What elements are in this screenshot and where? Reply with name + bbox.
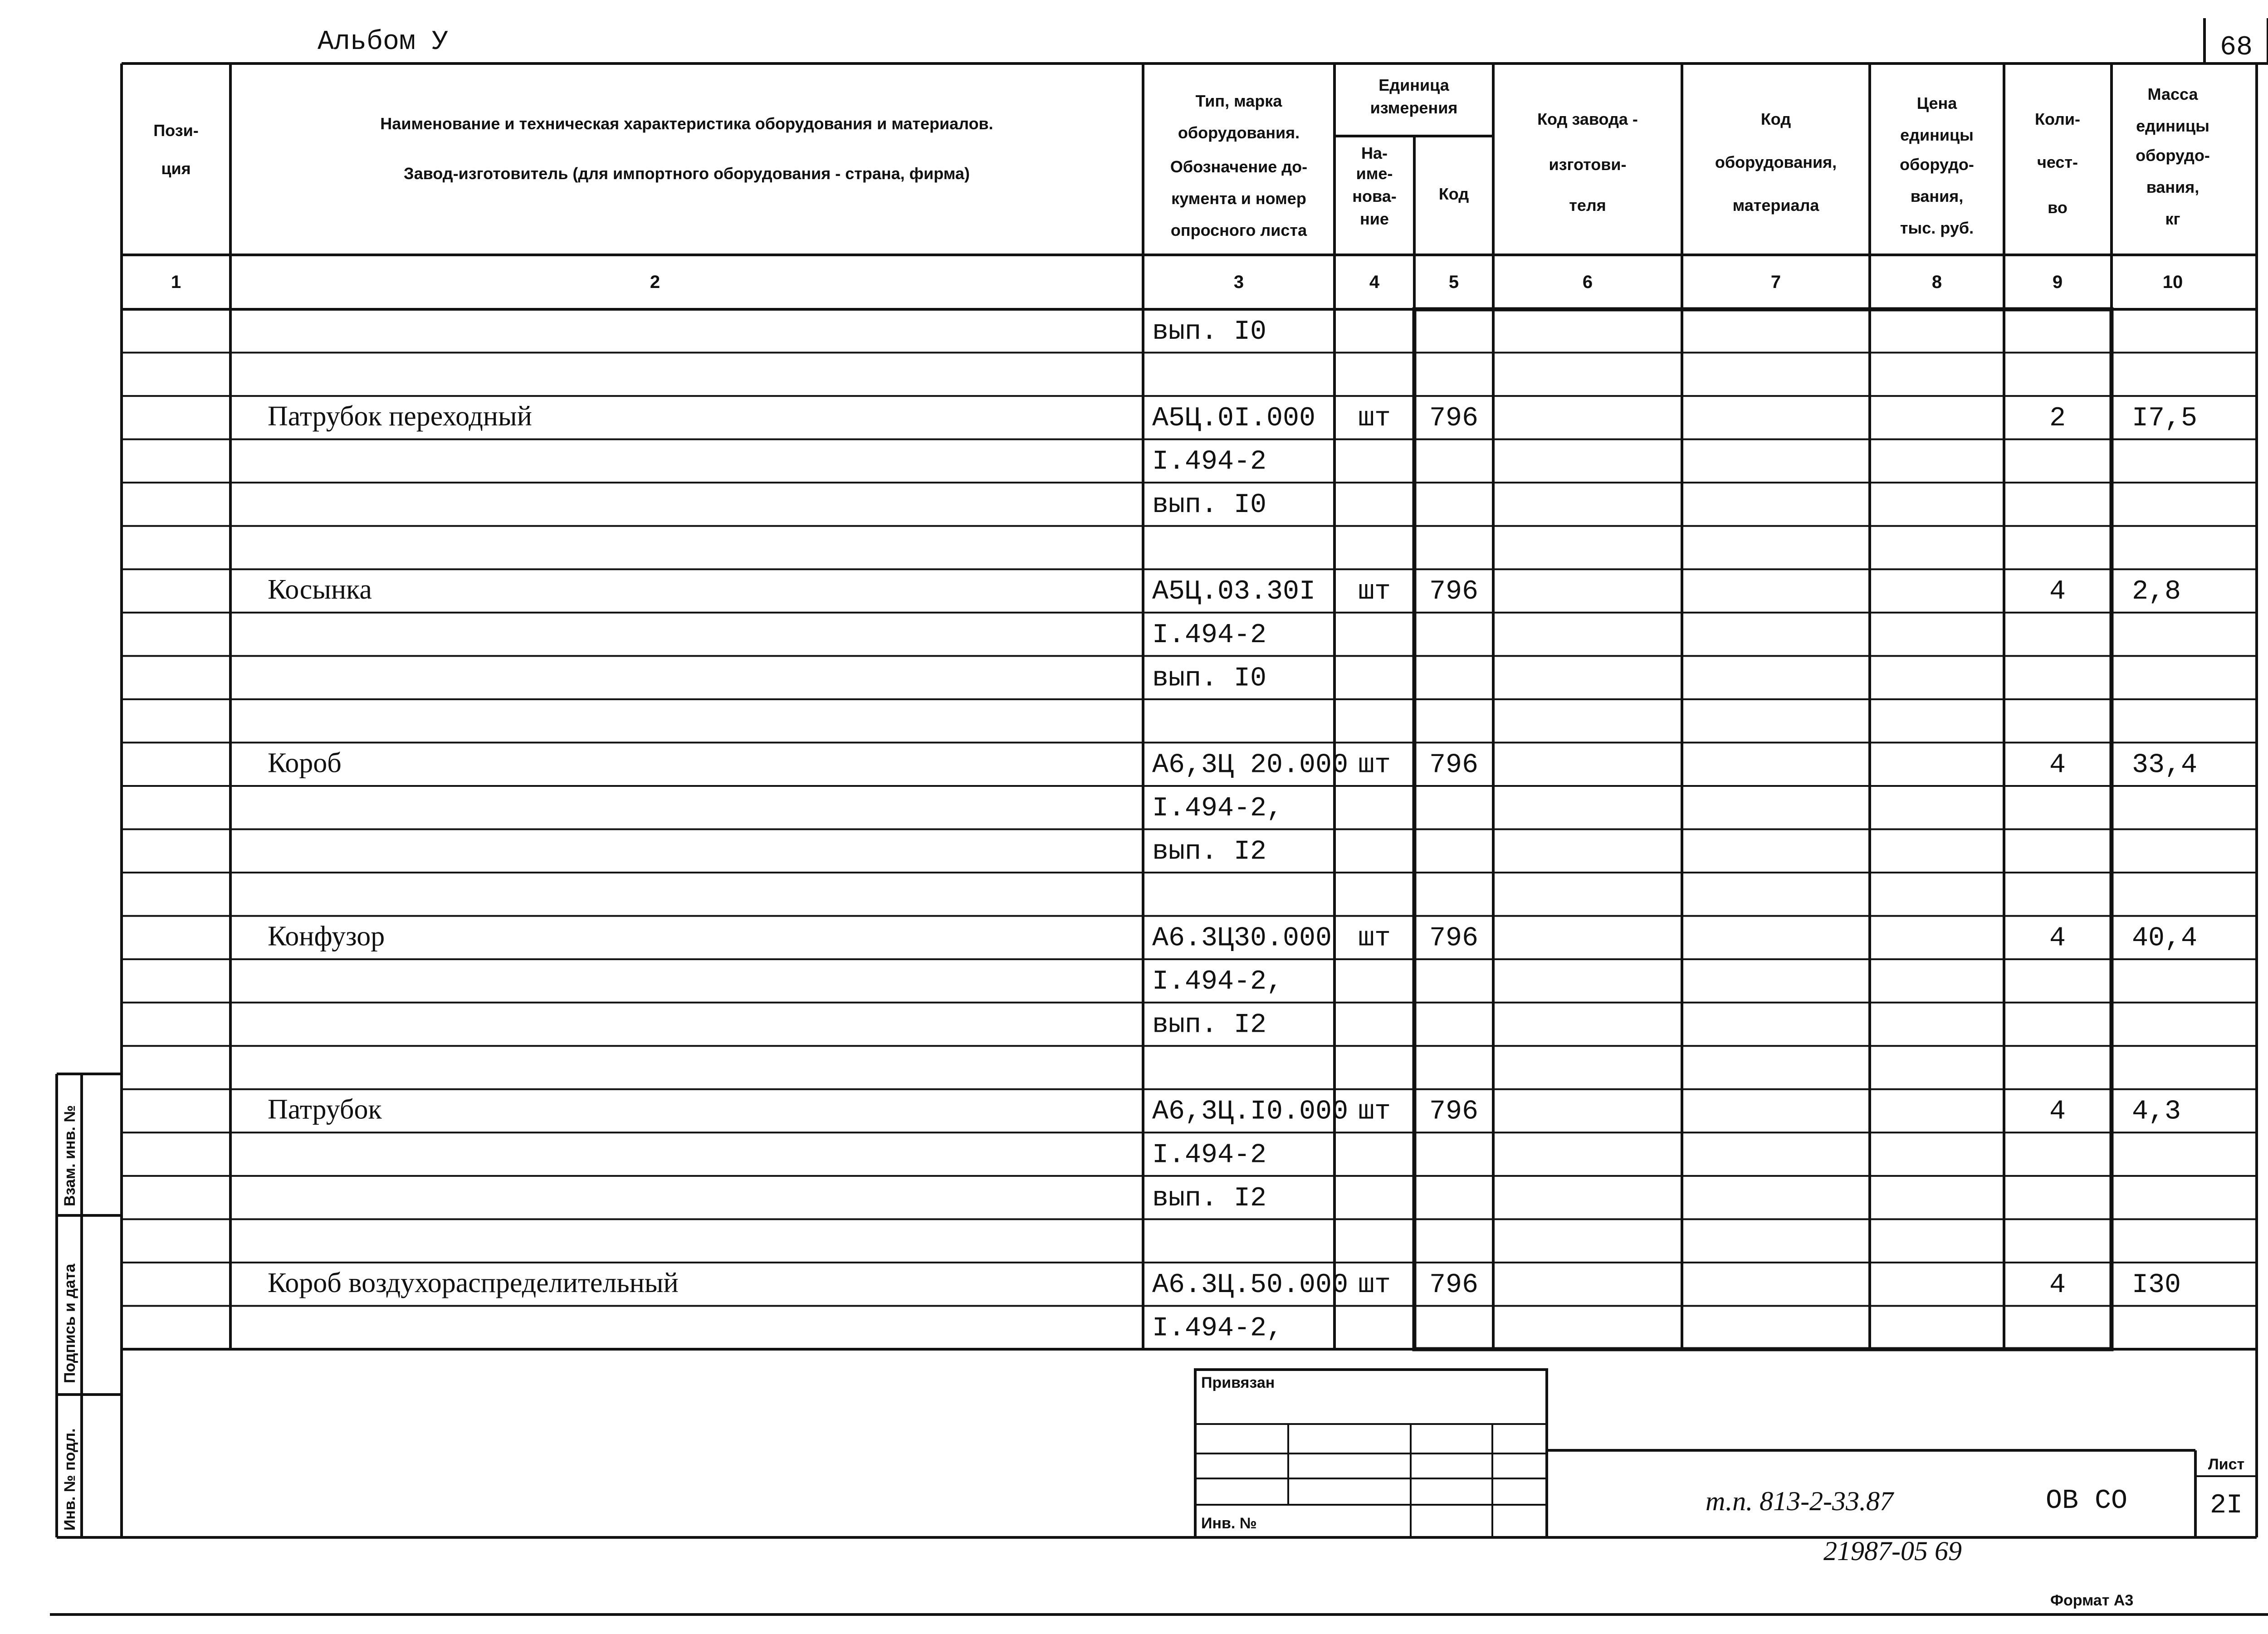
col7-header-line1: Код	[1760, 110, 1791, 128]
table-row	[268, 1094, 2181, 1127]
archive-number: 21987-05 69	[1823, 1536, 1962, 1566]
cell-code: 796	[1429, 923, 1479, 954]
col6-header-line1: Код завода -	[1537, 110, 1638, 128]
format-label: Формат А3	[2050, 1592, 2134, 1609]
col3-header-line2: оборудования.	[1178, 123, 1300, 142]
column-numbers-row	[171, 272, 2183, 292]
side-label-signature-date: Подпись и дата	[61, 1263, 78, 1383]
cell-type: I.494-2,	[1152, 1313, 1283, 1344]
cell-qty: 4	[2049, 750, 2066, 781]
col6-header-line3: теля	[1569, 196, 1606, 215]
col-number-6: 6	[1582, 272, 1593, 292]
side-stamp	[57, 1074, 122, 1537]
table-row	[1152, 317, 1266, 347]
cell-qty: 2	[2049, 403, 2066, 434]
cell-type: вып. I2	[1152, 1183, 1267, 1214]
privyazan-label: Привязан	[1201, 1374, 1275, 1391]
cell-mass: 33,4	[2132, 750, 2198, 781]
cell-name: Короб воздухораспределительный	[268, 1267, 679, 1298]
cell-name: Патрубок	[268, 1094, 382, 1125]
cell-type: вып. I2	[1152, 836, 1267, 868]
table-row	[1152, 793, 1283, 824]
col-number-9: 9	[2052, 272, 2063, 292]
cell-unit: шт	[1358, 576, 1391, 608]
cell-type: А6.3Ц30.000	[1152, 923, 1332, 954]
sheet-mark: ОВ СО	[2046, 1486, 2128, 1517]
page-number: 68	[2219, 32, 2253, 63]
table-row	[1152, 1183, 1266, 1214]
cell-code: 796	[1429, 576, 1479, 608]
col3-header-line1: Тип, марка	[1195, 92, 1282, 110]
table-row	[268, 1268, 2181, 1301]
cell-code: 796	[1429, 1269, 1479, 1301]
cell-unit: шт	[1358, 1096, 1391, 1127]
cell-name: Косынка	[268, 574, 372, 605]
col9-header-line2: чест-	[2037, 153, 2078, 171]
col1-header-line2: ция	[161, 159, 191, 178]
col4-header-line3: нова-	[1352, 187, 1397, 205]
cell-unit: шт	[1358, 403, 1391, 434]
col-number-4: 4	[1369, 272, 1380, 292]
cell-type: I.494-2,	[1152, 966, 1283, 998]
col6-header-line2: изготови-	[1549, 155, 1627, 174]
table-row	[268, 921, 2197, 954]
col10-header-line5: кг	[2165, 210, 2180, 228]
table-row	[1152, 1140, 1266, 1171]
col3-header-line3: Обозначение до-	[1170, 157, 1308, 176]
col-number-5: 5	[1448, 272, 1459, 292]
col-number-10: 10	[2162, 272, 2183, 292]
cell-qty: 4	[2049, 923, 2066, 954]
col9-header-line3: во	[2048, 198, 2068, 217]
side-label-replace-inv: Взам. инв. №	[61, 1105, 78, 1206]
cell-type: I.494-2	[1152, 619, 1267, 651]
cell-type: вып. I0	[1152, 316, 1267, 347]
col1-header-line1: Пози-	[153, 121, 199, 140]
col3-header-line4: кумента и номер	[1171, 189, 1306, 208]
table-row	[1152, 447, 1266, 478]
col8-header-line1: Цена	[1916, 94, 1957, 112]
col4-header-line4: ние	[1360, 210, 1389, 228]
col7-header-line3: материала	[1732, 196, 1819, 215]
cell-code: 796	[1429, 403, 1479, 434]
album-title: Альбом У	[318, 27, 449, 58]
col3-header-line5: опросного листа	[1170, 221, 1307, 239]
cell-code: 796	[1429, 1096, 1479, 1127]
col4-header-line1: На-	[1361, 144, 1388, 162]
cell-mass: I30	[2132, 1269, 2181, 1301]
unit-header-line2: измерения	[1370, 98, 1458, 117]
cell-unit: шт	[1358, 750, 1391, 781]
table-row	[268, 574, 2181, 607]
inv-label: Инв. №	[1201, 1515, 1257, 1532]
cell-mass: 40,4	[2132, 923, 2198, 954]
cell-type: А6,3Ц 20.000	[1152, 750, 1349, 781]
table-row	[1152, 966, 1283, 997]
table-row	[1152, 620, 1266, 651]
cell-mass: I7,5	[2132, 403, 2198, 434]
cell-type: А5Ц.03.30I	[1152, 576, 1316, 608]
cell-name: Конфузор	[268, 921, 385, 952]
unit-header-line1: Единица	[1378, 76, 1449, 94]
col-number-8: 8	[1931, 272, 1942, 292]
col10-header-line3: оборудо-	[2136, 146, 2210, 165]
table-row	[1152, 1010, 1266, 1041]
cell-name: Короб	[268, 747, 342, 779]
col10-header-line2: единицы	[2136, 117, 2209, 135]
cell-type: вып. I0	[1152, 490, 1267, 521]
col8-header-line4: вания,	[1910, 187, 1964, 205]
table-row	[1152, 663, 1266, 694]
cell-type: вып. I2	[1152, 1010, 1267, 1041]
col7-header-line2: оборудования,	[1715, 153, 1837, 171]
table-row	[268, 401, 2197, 434]
col4-header-line2: име-	[1356, 164, 1393, 183]
col2-header-line2: Завод-изготовитель (для импортного оборудования - страна, фирма)	[404, 164, 970, 183]
cell-type: I.494-2	[1152, 446, 1267, 478]
col5-header: Код	[1438, 185, 1469, 203]
table-row	[1152, 836, 1266, 867]
col-number-2: 2	[650, 272, 660, 292]
col8-header-line2: единицы	[1900, 126, 1974, 144]
col-number-3: 3	[1233, 272, 1244, 292]
col8-header-line3: оборудо-	[1900, 155, 1974, 174]
cell-qty: 4	[2049, 576, 2066, 608]
table-body	[122, 317, 2257, 1344]
col9-header-line1: Коли-	[2034, 110, 2081, 128]
cell-unit: шт	[1358, 1269, 1391, 1301]
cell-type: А5Ц.0I.000	[1152, 403, 1316, 434]
title-block	[1195, 1370, 2257, 1537]
table-header	[153, 76, 2210, 239]
col10-header-line1: Масса	[2147, 85, 2198, 103]
cell-name: Патрубок переходный	[268, 401, 532, 432]
col2-header-line1: Наименование и техническая характеристика оборудования и материалов.	[380, 114, 993, 133]
cell-unit: шт	[1358, 923, 1391, 954]
cell-type: I.494-2	[1152, 1140, 1267, 1171]
side-label-inv-original: Инв. № подл.	[61, 1428, 78, 1531]
cell-qty: 4	[2049, 1269, 2066, 1301]
cell-qty: 4	[2049, 1096, 2066, 1127]
sheet-number: 2I	[2209, 1490, 2243, 1521]
cell-mass: 2,8	[2132, 576, 2181, 608]
table-row	[1152, 1313, 1283, 1344]
col10-header-line4: вания,	[2146, 178, 2200, 196]
table-row	[1152, 490, 1266, 521]
table-row	[268, 747, 2197, 780]
cell-mass: 4,3	[2132, 1096, 2181, 1127]
sheet-label: Лист	[2208, 1456, 2245, 1473]
col-number-1: 1	[171, 272, 181, 292]
cell-type: А6,3Ц.I0.000	[1152, 1096, 1349, 1127]
doc-code: т.п. 813-2-33.87	[1706, 1486, 1894, 1516]
cell-type: I.494-2,	[1152, 793, 1283, 824]
cell-type: вып. I0	[1152, 663, 1267, 694]
col-number-7: 7	[1770, 272, 1781, 292]
cell-code: 796	[1429, 750, 1479, 781]
col8-header-line5: тыс. руб.	[1900, 219, 1974, 237]
cell-type: А6.3Ц.50.000	[1152, 1269, 1349, 1301]
